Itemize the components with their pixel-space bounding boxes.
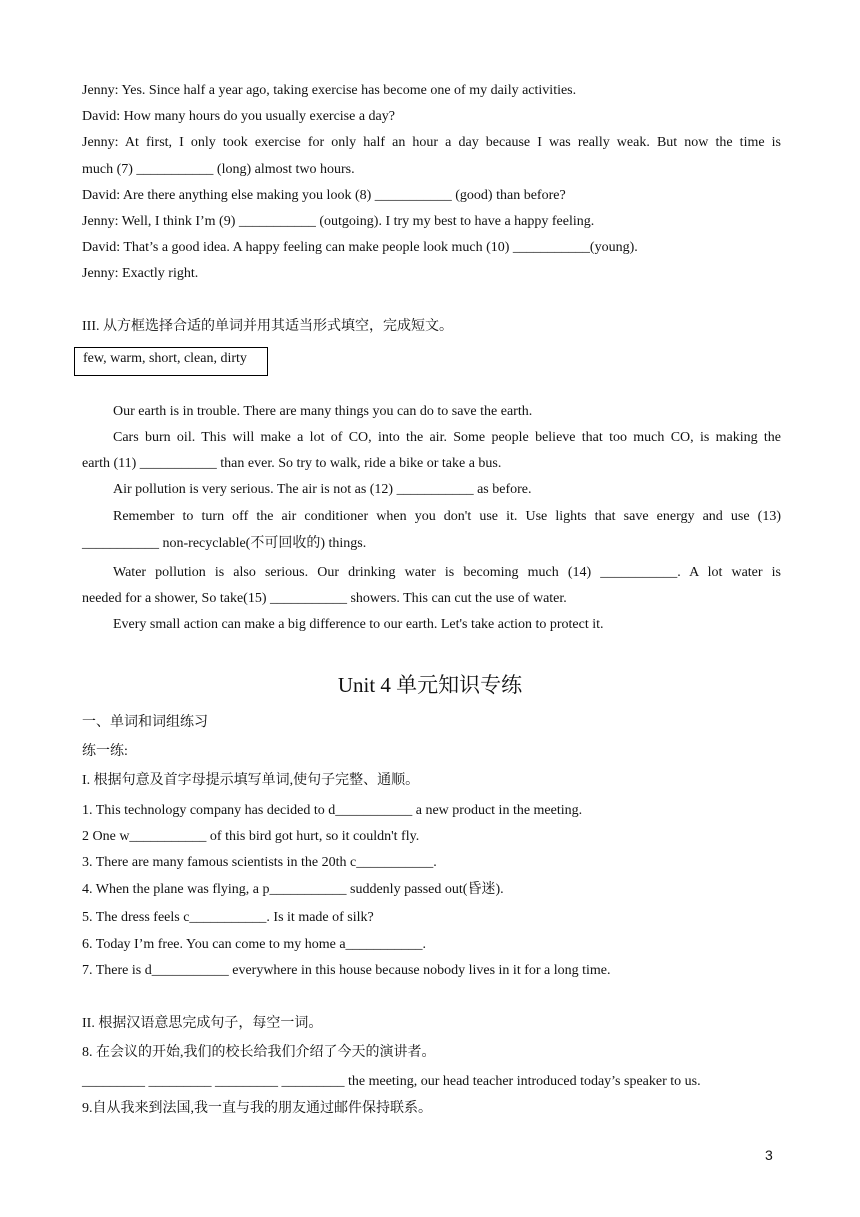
dialogue-line: Jenny: Well, I think I’m (9) ___________ (outgoing). I try my best to have a happy feeling.	[82, 214, 595, 229]
exercise-item: 6. Today I’m free. You can come to my home a___________.	[82, 937, 427, 952]
exercise-item-chinese: 9.自从我来到法国,我一直与我的朋友通过邮件保持联系。	[82, 1101, 432, 1116]
dialogue-line: David: That’s a good idea. A happy feeling can make people look much (10) ___________(young).	[82, 240, 638, 255]
passage-line: needed for a shower, So take(15) ___________ showers. This can cut the use of water.	[82, 591, 567, 606]
section-heading: II. 根据汉语意思完成句子，每空一词。	[82, 1016, 323, 1031]
dialogue-line: Jenny: Yes. Since half a year ago, taking exercise has become one of my daily activities.	[82, 83, 577, 98]
word-box-text: few, warm, short, clean, dirty	[83, 351, 247, 366]
dialogue-line: David: Are there anything else making you look (8) ___________ (good) than before?	[82, 188, 566, 203]
dialogue-line: Jenny: Exactly right.	[82, 266, 199, 281]
exercise-item: 5. The dress feels c___________. Is it made of silk?	[82, 910, 374, 925]
word-box	[74, 347, 268, 376]
exercise-item: 2 One w___________ of this bird got hurt, so it couldn't fly.	[82, 829, 420, 844]
passage-line: Air pollution is very serious. The air is not as (12) ___________ as before.	[113, 482, 532, 497]
exercise-item: 3. There are many famous scientists in the 20th c___________.	[82, 855, 437, 870]
passage-line: Water pollution is also serious. Our drinking water is becoming much (14) ___________. A lot water is	[113, 565, 781, 580]
passage-line: ___________ non-recyclable(不可回收的) things.	[82, 536, 367, 551]
dialogue-line: Jenny: At first, I only took exercise for only half an hour a day because I was really weak. But now the time is	[82, 135, 781, 150]
passage-line: earth (11) ___________ than ever. So try to walk, ride a bike or take a bus.	[82, 456, 502, 471]
passage-line: Our earth is in trouble. There are many things you can do to save the earth.	[113, 404, 533, 419]
exercise-item-blanks: _________ _________ _________ _________ the meeting, our head teacher introduced today’s speaker to us.	[82, 1074, 701, 1089]
section-heading: III. 从方框选择合适的单词并用其适当形式填空，完成短文。	[82, 319, 453, 334]
passage-line: Cars burn oil. This will make a lot of CO, into the air. Some people believe that too much CO, is making the	[113, 430, 781, 445]
exercise-item: 1. This technology company has decided to d___________ a new product in the meeting.	[82, 803, 583, 818]
exercise-item: 4. When the plane was flying, a p___________ suddenly passed out(昏迷).	[82, 882, 504, 897]
page-number: 3	[765, 1147, 773, 1163]
exercise-item: 7. There is d___________ everywhere in this house because nobody lives in it for a long time.	[82, 963, 611, 978]
unit-title: Unit 4 单元知识专练	[337, 673, 523, 697]
exercise-item-chinese: 8. 在会议的开始,我们的校长给我们介绍了今天的演讲者。	[82, 1045, 436, 1060]
practice-label: 练一练:	[82, 744, 128, 759]
section-heading: I. 根据句意及首字母提示填写单词,使句子完整、通顺。	[82, 773, 420, 788]
passage-line: Every small action can make a big difference to our earth. Let's take action to protect it.	[113, 617, 604, 632]
part-heading: 一、单词和词组练习	[82, 715, 208, 730]
dialogue-line: David: How many hours do you usually exercise a day?	[82, 109, 395, 124]
dialogue-line: much (7) ___________ (long) almost two hours.	[82, 162, 355, 177]
passage-line: Remember to turn off the air conditioner when you don't use it. Use lights that save energy and use (13)	[113, 509, 781, 524]
